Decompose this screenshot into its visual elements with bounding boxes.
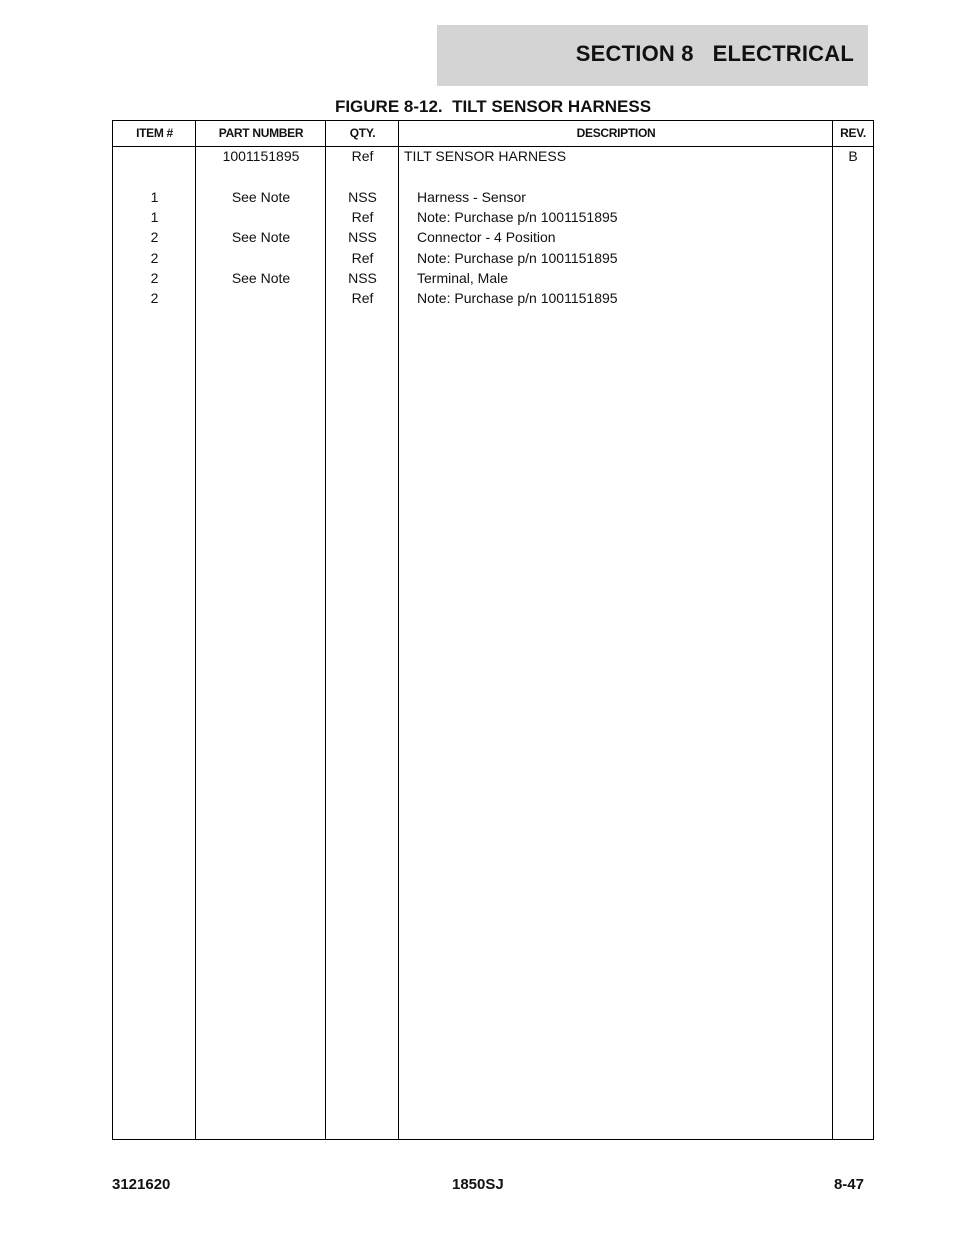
description-cell: Note: Purchase p/n 1001151895 (417, 290, 618, 306)
qty-cell: Ref (351, 290, 374, 306)
header-description: DESCRIPTION (576, 126, 656, 140)
qty-cell: Ref (351, 250, 374, 266)
table-row (113, 146, 873, 166)
item-cell: 2 (150, 250, 159, 266)
description-cell: Note: Purchase p/n 1001151895 (417, 209, 618, 225)
table-row (113, 288, 873, 308)
item-cell: 1 (150, 189, 159, 205)
part-number-cell: See Note (231, 189, 291, 205)
description-cell: TILT SENSOR HARNESS (404, 148, 567, 164)
section-header (437, 25, 868, 86)
qty-cell: Ref (351, 209, 374, 225)
table-row (113, 207, 873, 227)
description-cell: Harness - Sensor (417, 189, 526, 205)
description-cell: Connector - 4 Position (417, 229, 556, 245)
header-part-number: PART NUMBER (218, 126, 304, 140)
footer-doc-number: 3121620 (112, 1176, 171, 1193)
part-number-cell: See Note (231, 270, 291, 286)
table-row (113, 268, 873, 288)
item-cell: 2 (150, 290, 159, 306)
header-qty: QTY. (349, 126, 376, 140)
qty-cell: NSS (348, 229, 377, 245)
rev-cell (833, 207, 873, 227)
rev-cell (833, 268, 873, 288)
description-cell: Note: Purchase p/n 1001151895 (417, 250, 618, 266)
rev-cell (833, 227, 873, 247)
part-number-cell (196, 207, 326, 227)
section-title: SECTION 8 ELECTRICAL (575, 41, 854, 66)
description-cell: Terminal, Male (417, 270, 509, 286)
item-cell: 2 (150, 270, 159, 286)
table-row (113, 187, 873, 207)
table-row (113, 248, 873, 268)
rev-cell (833, 248, 873, 268)
part-number-cell (196, 288, 326, 308)
rev-cell: B (848, 148, 858, 164)
figure-title: FIGURE 8-12. TILT SENSOR HARNESS (334, 97, 652, 116)
qty-cell: NSS (348, 189, 377, 205)
header-item: ITEM # (136, 126, 173, 140)
item-cell: 2 (150, 229, 159, 245)
qty-cell: NSS (348, 270, 377, 286)
qty-cell: Ref (351, 148, 374, 164)
parts-table (112, 120, 874, 1140)
part-number-cell (196, 248, 326, 268)
part-number-cell: See Note (231, 229, 291, 245)
item-cell (113, 146, 196, 166)
header-rev: REV. (840, 126, 866, 140)
table-row (113, 227, 873, 247)
footer-page-number: 8-47 (833, 1176, 864, 1193)
rev-cell (833, 288, 873, 308)
footer-model: 1850SJ (452, 1176, 504, 1193)
item-cell: 1 (150, 209, 159, 225)
rev-cell (833, 187, 873, 207)
part-number-cell: 1001151895 (222, 148, 300, 164)
